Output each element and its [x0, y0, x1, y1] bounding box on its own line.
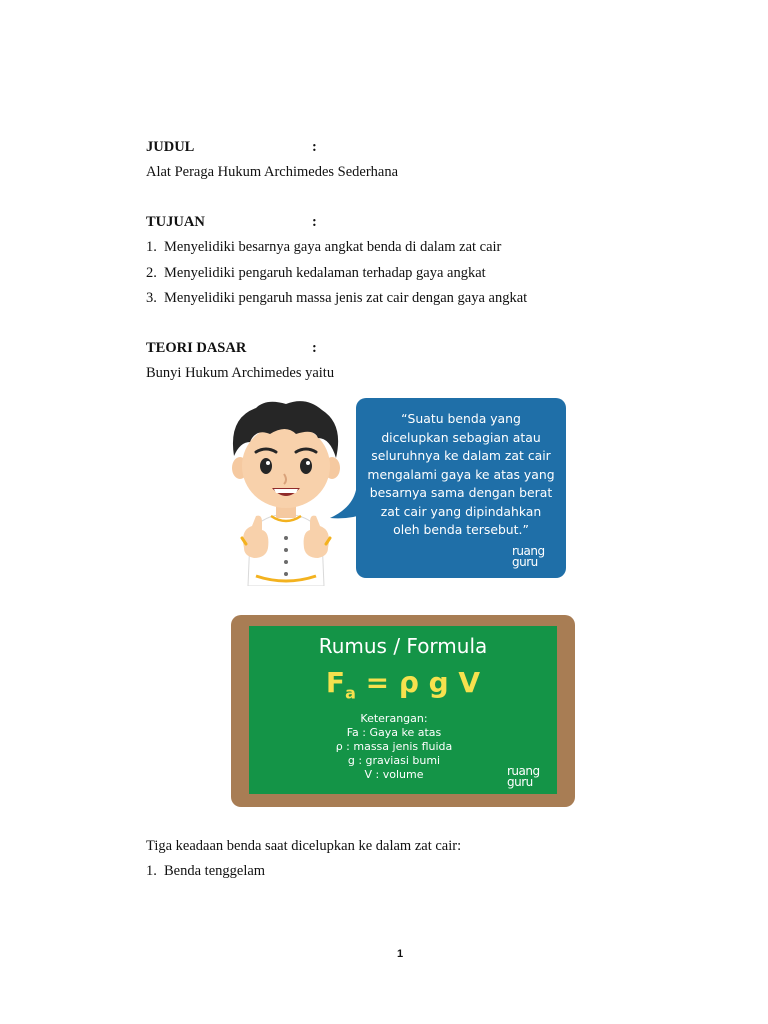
chalkboard	[249, 626, 557, 794]
tiga-item	[146, 862, 265, 880]
logo-text-top: ruang	[512, 544, 545, 558]
quote-line: zat cair yang dipindahkan	[380, 503, 542, 519]
tujuan-item-text: Menyelidiki pengaruh kedalaman terhadap gaya angkat	[164, 265, 486, 281]
tujuan-item	[146, 289, 527, 307]
ruangguru-logo	[512, 546, 545, 568]
tujuan-item-text: Menyelidiki pengaruh massa jenis zat cair dengan gaya angkat	[164, 290, 528, 306]
tujuan-item	[146, 238, 501, 256]
judul-value: Alat Peraga Hukum Archimedes Sederhana	[146, 164, 399, 180]
page-number: 1	[396, 948, 404, 960]
quote-line: “Suatu benda yang	[401, 411, 521, 426]
tiga-intro: Tiga keadaan benda saat dicelupkan ke dalam zat cair:	[146, 838, 462, 854]
cartoon-boy-illustration	[226, 398, 346, 586]
archimedes-formula	[249, 666, 557, 703]
tujuan-heading	[146, 213, 317, 231]
teori-heading	[146, 339, 317, 357]
logo-text-bottom: guru	[507, 775, 533, 789]
teori-label: TEORI DASAR	[146, 340, 247, 356]
teori-intro: Bunyi Hukum Archimedes yaitu	[146, 365, 335, 381]
note-line: g : graviasi bumi	[347, 754, 441, 767]
board-title: Rumus / Formula	[318, 634, 488, 658]
tujuan-item-number: 1.	[146, 239, 157, 255]
tujuan-item-text: Menyelidiki besarnya gaya angkat benda di dalam zat cair	[164, 239, 502, 255]
tiga-item-text: Benda tenggelam	[164, 863, 266, 879]
note-line: ρ : massa jenis fluida	[335, 740, 453, 753]
quote-speech-bubble	[356, 398, 566, 578]
formula-force: F	[325, 666, 346, 699]
quote-line: besarnya sama dengan berat	[369, 485, 553, 500]
tujuan-label: TUJUAN	[146, 214, 205, 230]
quote-line: seluruhnya ke dalam zat cair	[371, 448, 551, 463]
tujuan-item-number: 3.	[146, 290, 157, 306]
judul-heading	[146, 138, 317, 156]
tujuan-item-number: 2.	[146, 265, 157, 281]
tiga-item-number: 1.	[146, 863, 157, 879]
ruangguru-logo	[507, 766, 540, 788]
logo-text-bottom: guru	[512, 555, 538, 569]
formula-notes	[249, 712, 539, 782]
judul-label: JUDUL	[146, 139, 195, 155]
note-line: Fa : Gaya ke atas	[346, 726, 442, 739]
formula-subscript: a	[345, 683, 356, 703]
note-line: V : volume	[364, 768, 424, 781]
logo-text-top: ruang	[507, 764, 540, 778]
judul-colon: :	[312, 139, 317, 155]
tujuan-item	[146, 264, 486, 282]
teori-colon: :	[312, 340, 317, 356]
formula-rest: = ρ g V	[355, 666, 481, 699]
quote-line: oleh benda tersebut.”	[393, 522, 529, 537]
quote-line: mengalami gaya ke atas yang	[367, 466, 555, 482]
quote-text	[356, 410, 566, 540]
tujuan-colon: :	[312, 214, 317, 230]
note-line: Keterangan:	[360, 712, 428, 725]
quote-line: dicelupkan sebagian atau	[381, 429, 541, 445]
